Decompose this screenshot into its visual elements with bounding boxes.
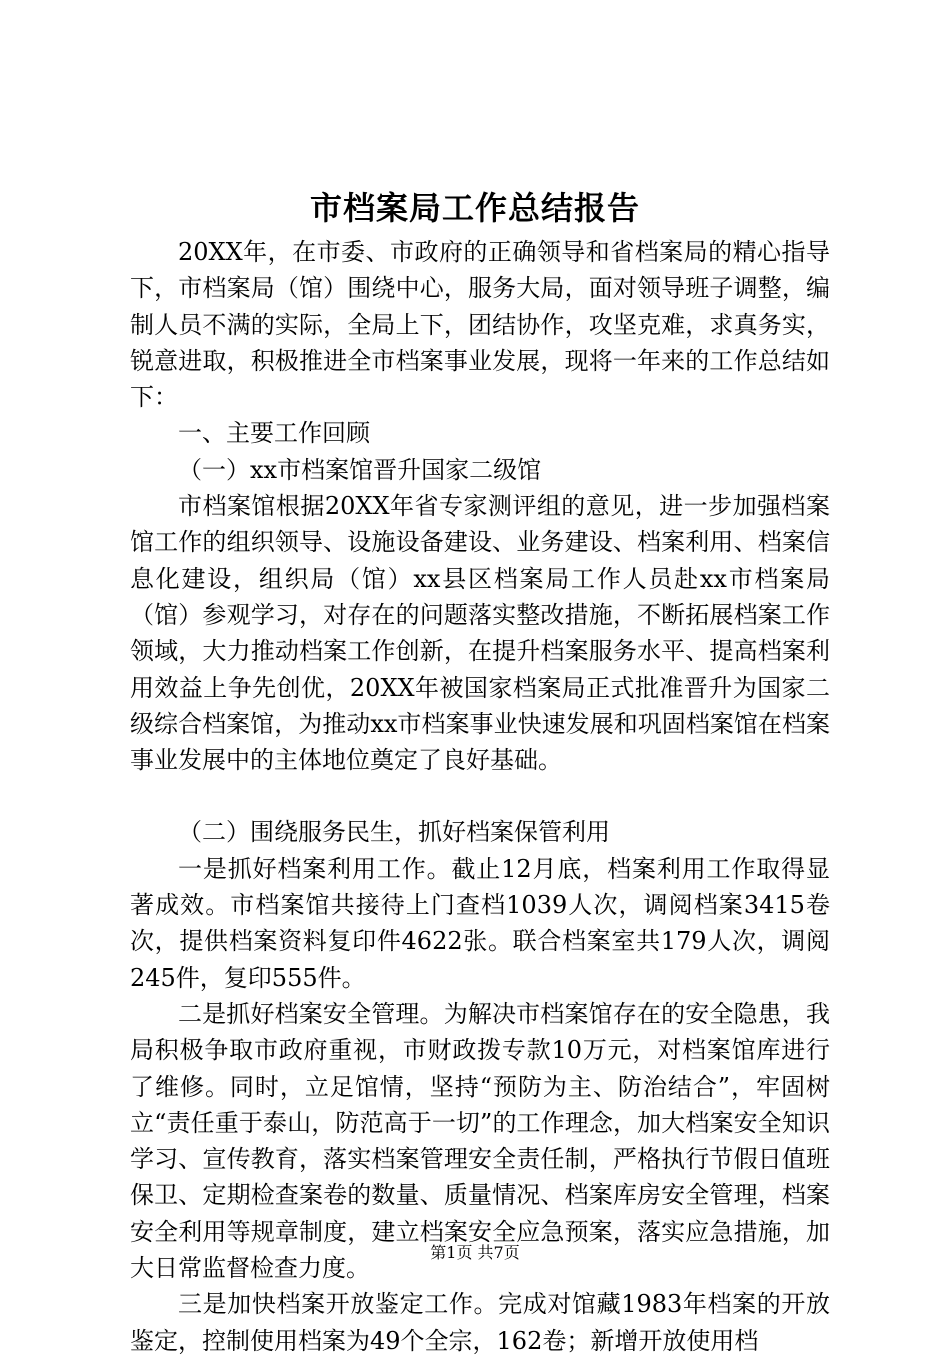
paragraph-archive-use: 一是抓好档案利用工作。截止12月底，档案利用工作取得显著成效。市档案馆共接待上门查档1039人次，调阅档案3415卷次，提供档案资料复印件4622张。联合档案室共179人次，调阅245件，复印555件。 bbox=[130, 854, 830, 992]
page-footer: 第1页 共7页 bbox=[430, 1243, 520, 1262]
paragraph-spacer bbox=[130, 778, 830, 814]
document-title: 市档案局工作总结报告 bbox=[309, 189, 640, 227]
document-body bbox=[130, 234, 830, 1359]
section-heading-main-review: 一、主要工作回顾 bbox=[178, 419, 370, 448]
paragraph-archive-opening: 三是加快档案开放鉴定工作。完成对馆藏1983年档案的开放鉴定，控制使用档案为49个全宗，162卷；新增开放使用档 bbox=[130, 1290, 830, 1355]
subsection-heading-2: （二）围绕服务民生，抓好档案保管利用 bbox=[178, 818, 610, 847]
paragraph-intro: 20XX年，在市委、市政府的正确领导和省档案局的精心指导下，市档案局（馆）围绕中心，服务大局，面对领导班子调整，编制人员不满的实际，全局上下，团结协作，攻坚克难，求真务实，锐意进取，积极推进全市档案事业发展，现将一年来的工作总结如下： bbox=[130, 238, 830, 412]
subsection-heading-1: （一）xx市档案馆晋升国家二级馆 bbox=[178, 455, 542, 484]
paragraph-archive-upgrade: 市档案馆根据20XX年省专家测评组的意见，进一步加强档案馆工作的组织领导、设施设备建设、业务建设、档案利用、档案信息化建设，组织局（馆）xx县区档案局工作人员赴xx市档案局（馆）参观学习，对存在的问题落实整改措施，不断拓展档案工作领域，大力推动档案工作创新，在提升档案服务水平、提高档案利用效益上争先创优，20XX年被国家档案局正式批准晋升为国家二级综合档案馆，为推动xx市档案事业快速发展和巩固档案馆在档案事业发展中的主体地位奠定了良好基础。 bbox=[130, 492, 830, 775]
paragraph-archive-safety: 二是抓好档案安全管理。为解决市档案馆存在的安全隐患，我局积极争取市政府重视，市财政拨专款10万元，对档案馆库进行了维修。同时，立足馆情，坚持“预防为主、防治结合”，牢固树立“责任重于泰山，防范高于一切”的工作理念，加大档案安全知识学习、宣传教育，落实档案管理安全责任制，严格执行节假日值班保卫、定期检查案卷的数量、质量情况、档案库房安全管理，档案安全利用等规章制度，建立档案安全应急预案，落实应急措施，加大日常监督检查力度。 bbox=[130, 999, 830, 1283]
